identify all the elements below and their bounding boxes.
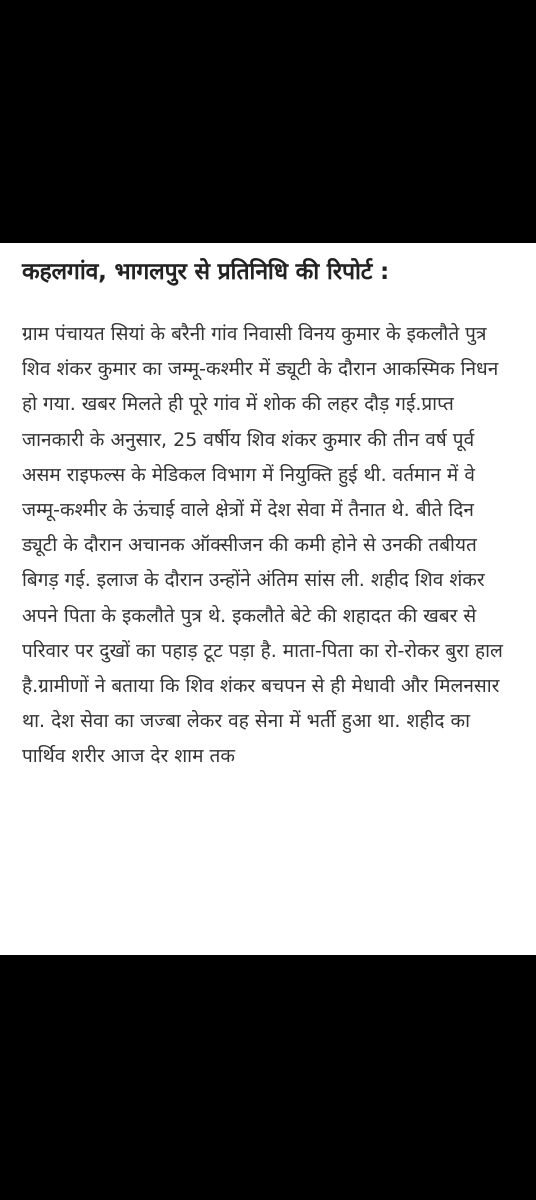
article-card <box>0 243 536 955</box>
article-body: ग्राम पंचायत सियां के बरैनी गांव निवासी विनय कुमार के इकलौते पुत्र शिव शंकर कुमार का जम्मू-कश्मीर में ड्यूटी के दौरान आकस्मिक निधन हो गया. खबर मिलते ही पूरे गांव में शोक की लहर दौड़ गई.प्राप्त जानकारी के अनुसार, 25 वर्षीय शिव शंकर कुमार की तीन वर्ष पूर्व असम राइफल्स के मेडिकल विभाग में नियुक्ति हुई थी. वर्तमान में वे जम्मू-कश्मीर के ऊंचाई वाले क्षेत्रों में देश सेवा में तैनात थे. बीते दिन ड्यूटी के दौरान अचानक ऑक्सीजन की कमी होने से उनकी तबीयत बिगड़ गई. इलाज के दौरान उन्होंने अंतिम सांस ली. शहीद शिव शंकर अपने पिता के इकलौते पुत्र थे. इकलौते बेटे की शहादत की खबर से परिवार पर दुखों का पहाड़ टूट पड़ा है. माता-पिता का रो-रोकर बुरा हाल है.ग्रामीणों ने बताया कि शिव शंकर बचपन से ही मेधावी और मिलनसार था. देश सेवा का जज्बा लेकर वह सेना में भर्ती हुआ था. शहीद का पार्थिव शरीर आज देर शाम तक <box>22 323 503 768</box>
article-headline: कहलगांव, भागलपुर से प्रतिनिधि की रिपोर्ट : <box>22 259 390 285</box>
